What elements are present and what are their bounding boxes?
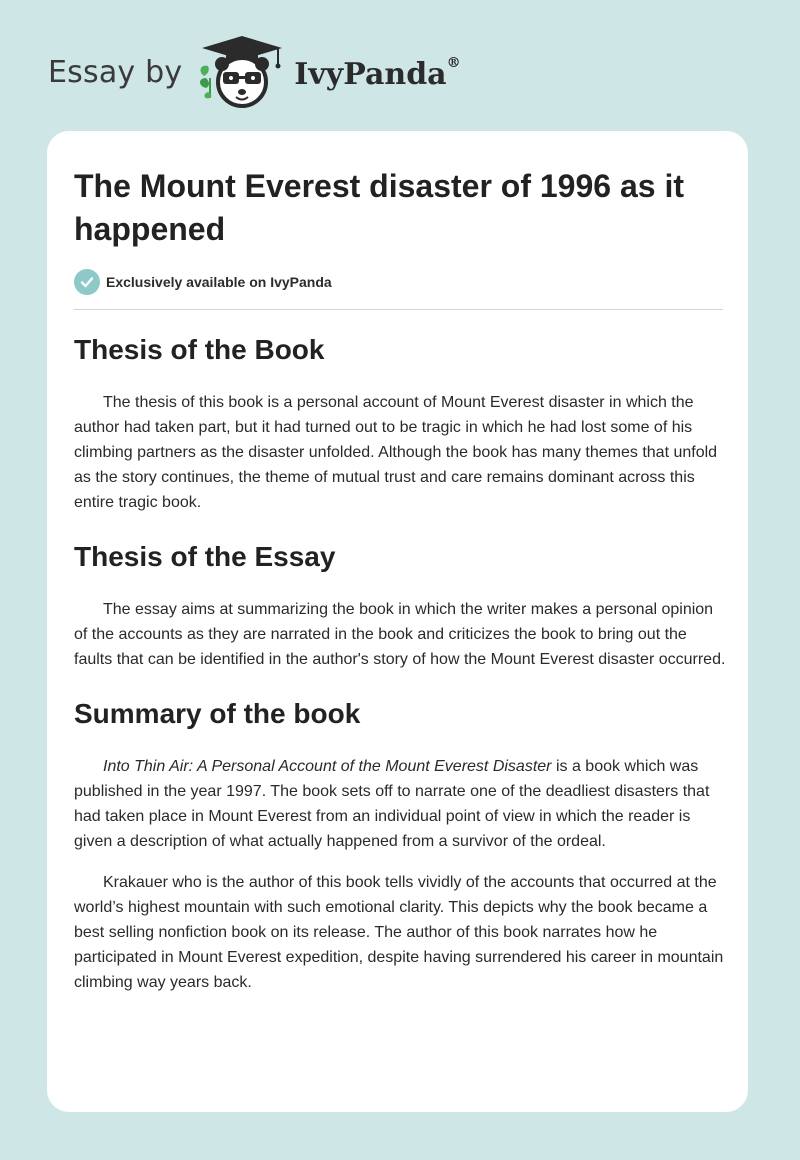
essay-title: The Mount Everest disaster of 1996 as it happened: [74, 168, 684, 247]
divider: [74, 309, 723, 310]
checkmark-icon: [74, 269, 100, 295]
book-title: Into Thin Air: A Personal Account of the Mount Everest Disaster: [103, 758, 552, 775]
exclusive-badge: [74, 269, 722, 295]
exclusive-badge-label: Exclusively available on IvyPanda: [106, 274, 332, 290]
ivypanda-panda-logo-icon[interactable]: [196, 32, 288, 112]
paragraph-summary-2: Krakauer who is the author of this book tells vividly of the accounts that occurred at the world’s highest mountain with such emotional clarity. This depicts why the book became a best selling nonfiction book on its release. The author of this book narrates how he participated in Mount Everest expedition, despite having surrendered his career in mountain climbing way years back.: [74, 874, 724, 991]
section-heading-summary: Summary of the book: [74, 698, 361, 729]
site-header: [48, 32, 461, 112]
section-heading-thesis-essay: Thesis of the Essay: [74, 541, 336, 572]
paragraph-thesis-essay: The essay aims at summarizing the book in which the writer makes a personal opinion of the accounts as they are narrated in the book and criticizes the book to bring out the faults that can be identified in the author's story of how the Mount Everest disaster occurred.: [74, 601, 726, 668]
paragraph-summary-1-text: is a book which was published in the year 1997. The book sets off to narrate one of the deadliest disasters that had taken place in Mount Everest from an individual point of view in which the reader is given a description of what actually happened from a survivor of the ordeal.: [74, 758, 710, 850]
essay-by-label: Essay by: [48, 54, 183, 90]
registered-mark: ®: [446, 54, 461, 71]
essay-card: [47, 131, 748, 1112]
ivypanda-brand-name[interactable]: IvyPanda®: [294, 54, 461, 92]
paragraph-thesis-book: The thesis of this book is a personal account of Mount Everest disaster in which the author had taken part, but it had turned out to be tragic in which he had lost some of his climbing partners as the disaster unfolded. Although the book has many themes that unfold as the story continues, the theme of mutual trust and care remains dominant across this entire tragic book.: [74, 394, 718, 511]
section-heading-thesis-book: Thesis of the Book: [74, 334, 325, 365]
paragraph-summary-1: [74, 754, 726, 854]
